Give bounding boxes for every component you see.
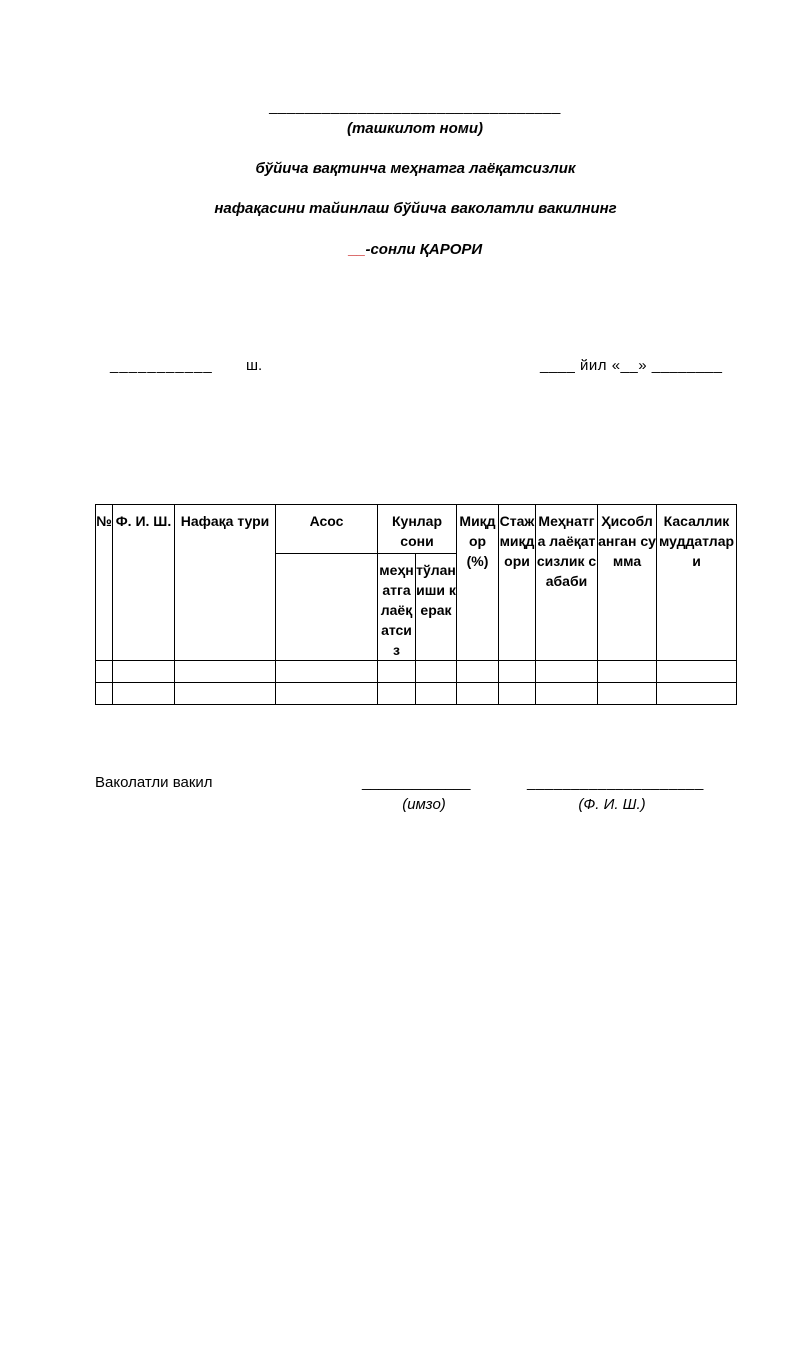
table-cell[interactable] <box>457 661 499 683</box>
decision-title <box>0 241 800 258</box>
decision-title-text: -сонли ҚАРОРИ <box>365 241 483 258</box>
table-cell[interactable] <box>378 661 416 683</box>
table-cell[interactable] <box>276 683 378 705</box>
header-experience: Стаж миқдори <box>499 505 536 661</box>
header-fio: Ф. И. Ш. <box>113 505 175 661</box>
table-cell[interactable] <box>499 683 536 705</box>
authorized-representative-label: Ваколатли вакил <box>95 774 213 791</box>
basis-subcell <box>276 554 378 661</box>
city-blank: ___________ <box>110 357 213 374</box>
header-calculated-sum: Ҳисобланган сумма <box>598 505 657 661</box>
table-cell[interactable] <box>416 683 457 705</box>
table-cell[interactable] <box>657 661 737 683</box>
table-cell[interactable] <box>416 661 457 683</box>
full-name-caption: (Ф. И. Ш.) <box>578 796 646 813</box>
table-cell[interactable] <box>175 683 276 705</box>
benefits-table <box>95 504 737 705</box>
city-suffix: ш. <box>246 357 263 374</box>
table-row <box>96 683 737 705</box>
organization-name-line: _________________________________ <box>269 98 561 115</box>
header-days-count: Кунлар сони <box>378 505 457 554</box>
table-cell[interactable] <box>96 661 113 683</box>
full-name-line: ____________________ <box>527 774 704 791</box>
header-disability-reason: Меҳнатга лаёқатсизлик сабаби <box>536 505 598 661</box>
table-cell[interactable] <box>378 683 416 705</box>
table-row <box>96 661 737 683</box>
table-cell[interactable] <box>657 683 737 705</box>
header-illness-periods: Касаллик муддатлари <box>657 505 737 661</box>
header-days-to-pay: тўланиши керак <box>416 554 457 661</box>
decision-number-blank: __ <box>348 241 366 258</box>
title-line-2: нафақасини тайинлаш бўйича ваколатли вакилнинг <box>214 200 617 217</box>
table-cell[interactable] <box>113 683 175 705</box>
table-cell[interactable] <box>113 661 175 683</box>
table-cell[interactable] <box>598 661 657 683</box>
header-benefit-type: Нафақа тури <box>175 505 276 661</box>
table-cell[interactable] <box>96 683 113 705</box>
table-cell[interactable] <box>175 661 276 683</box>
table-header-row <box>96 505 737 554</box>
table-cell[interactable] <box>276 661 378 683</box>
signature-caption: (имзо) <box>402 796 446 813</box>
table-cell[interactable] <box>598 683 657 705</box>
date-field: ____ йил «__» ________ <box>540 357 723 374</box>
header-basis: Асос <box>276 505 378 554</box>
table-cell[interactable] <box>499 661 536 683</box>
header-num: № <box>96 505 113 661</box>
title-line-1: бўйича вақтинча меҳнатга лаёқатсизлик <box>255 160 576 177</box>
table-cell[interactable] <box>536 683 598 705</box>
organization-name-caption: (ташкилот номи) <box>346 120 484 137</box>
header-amount-percent: Миқдор (%) <box>457 505 499 661</box>
table-cell[interactable] <box>457 683 499 705</box>
header-days-disabled: меҳнатга лаёқатсиз <box>378 554 416 661</box>
signature-line: _____________ <box>362 774 471 791</box>
table-cell[interactable] <box>536 661 598 683</box>
